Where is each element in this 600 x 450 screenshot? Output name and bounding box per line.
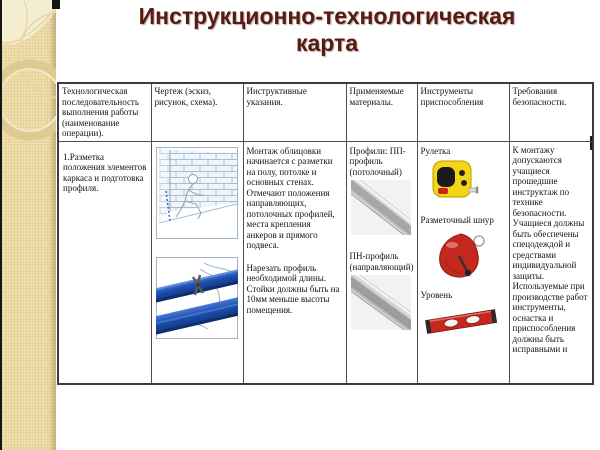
operation-text: 1.Разметка положения элементов каркаса и подготовка профиля.	[63, 151, 147, 194]
instruction-table-wrapper	[57, 82, 594, 385]
cell-tools	[417, 141, 509, 384]
spirit-level-image	[424, 305, 498, 337]
decorative-side-strip	[0, 0, 56, 450]
safety-text: К монтажу допускаются учащиеся прошедшие инструктаж по технике безопасности. Учащиеся должны быть обеспечены спецодеждой и средствами индивидуальной защиты. Используемые при производстве работ инструменты, оснастка и приспособления должны быть исправными и	[512, 144, 588, 355]
materials-label-1: Профили: ПП-профиль (потолочный)	[349, 145, 406, 177]
instruction-table	[57, 82, 594, 385]
page-title-line-1: Инструкционно-технологическая	[138, 3, 516, 29]
table-row	[58, 141, 593, 384]
pn-profile-photo-image	[351, 275, 411, 330]
cell-sketch	[151, 141, 243, 384]
chalk-line-image	[433, 230, 489, 280]
header-tools: Инструменты приспособления	[417, 83, 509, 141]
instructions-paragraph-2: Нарезать профиль необходимой длины. Стойки должны быть на 10мм меньше высоты помещения.	[246, 262, 340, 315]
materials-label-2: ПН-профиль (направляющий)	[349, 251, 414, 272]
cell-materials	[346, 141, 417, 384]
table-header-row	[58, 83, 593, 141]
cell-safety	[509, 141, 593, 384]
page-title-line-2: карта	[295, 30, 359, 56]
header-safety: Требования безопасности.	[509, 83, 593, 141]
header-sketch: Чертеж (эскиз, рисунок, схема).	[151, 83, 243, 141]
header-materials: Применяемые материалы.	[346, 83, 417, 141]
tool-label-chalk-line: Разметочный шнур	[420, 215, 494, 226]
page-title	[58, 3, 596, 57]
tool-label-level: Уровень	[420, 289, 453, 300]
tape-measure-image	[431, 159, 479, 203]
wall-marking-sketch-image	[156, 147, 238, 239]
instructions-paragraph-1: Монтаж облицовки начинается с разметки на полу, потолке и основных стенах. Отмечают положения направляющих, потолочных профилей, места крепления анкеров и прямого подвеса.	[246, 145, 335, 251]
leaf-ornament-icon	[2, 0, 56, 450]
cell-instructions	[243, 141, 346, 384]
pp-profile-photo-image	[351, 180, 411, 235]
header-instructions: Инструктивные указания.	[243, 83, 346, 141]
cell-operation	[58, 141, 151, 384]
tool-label-tape-measure: Рулетка	[420, 145, 451, 156]
profile-cutting-sketch-image	[156, 257, 238, 339]
header-operation-sequence: Технологическая последовательность выполнения работы (наименование операции).	[58, 83, 151, 141]
